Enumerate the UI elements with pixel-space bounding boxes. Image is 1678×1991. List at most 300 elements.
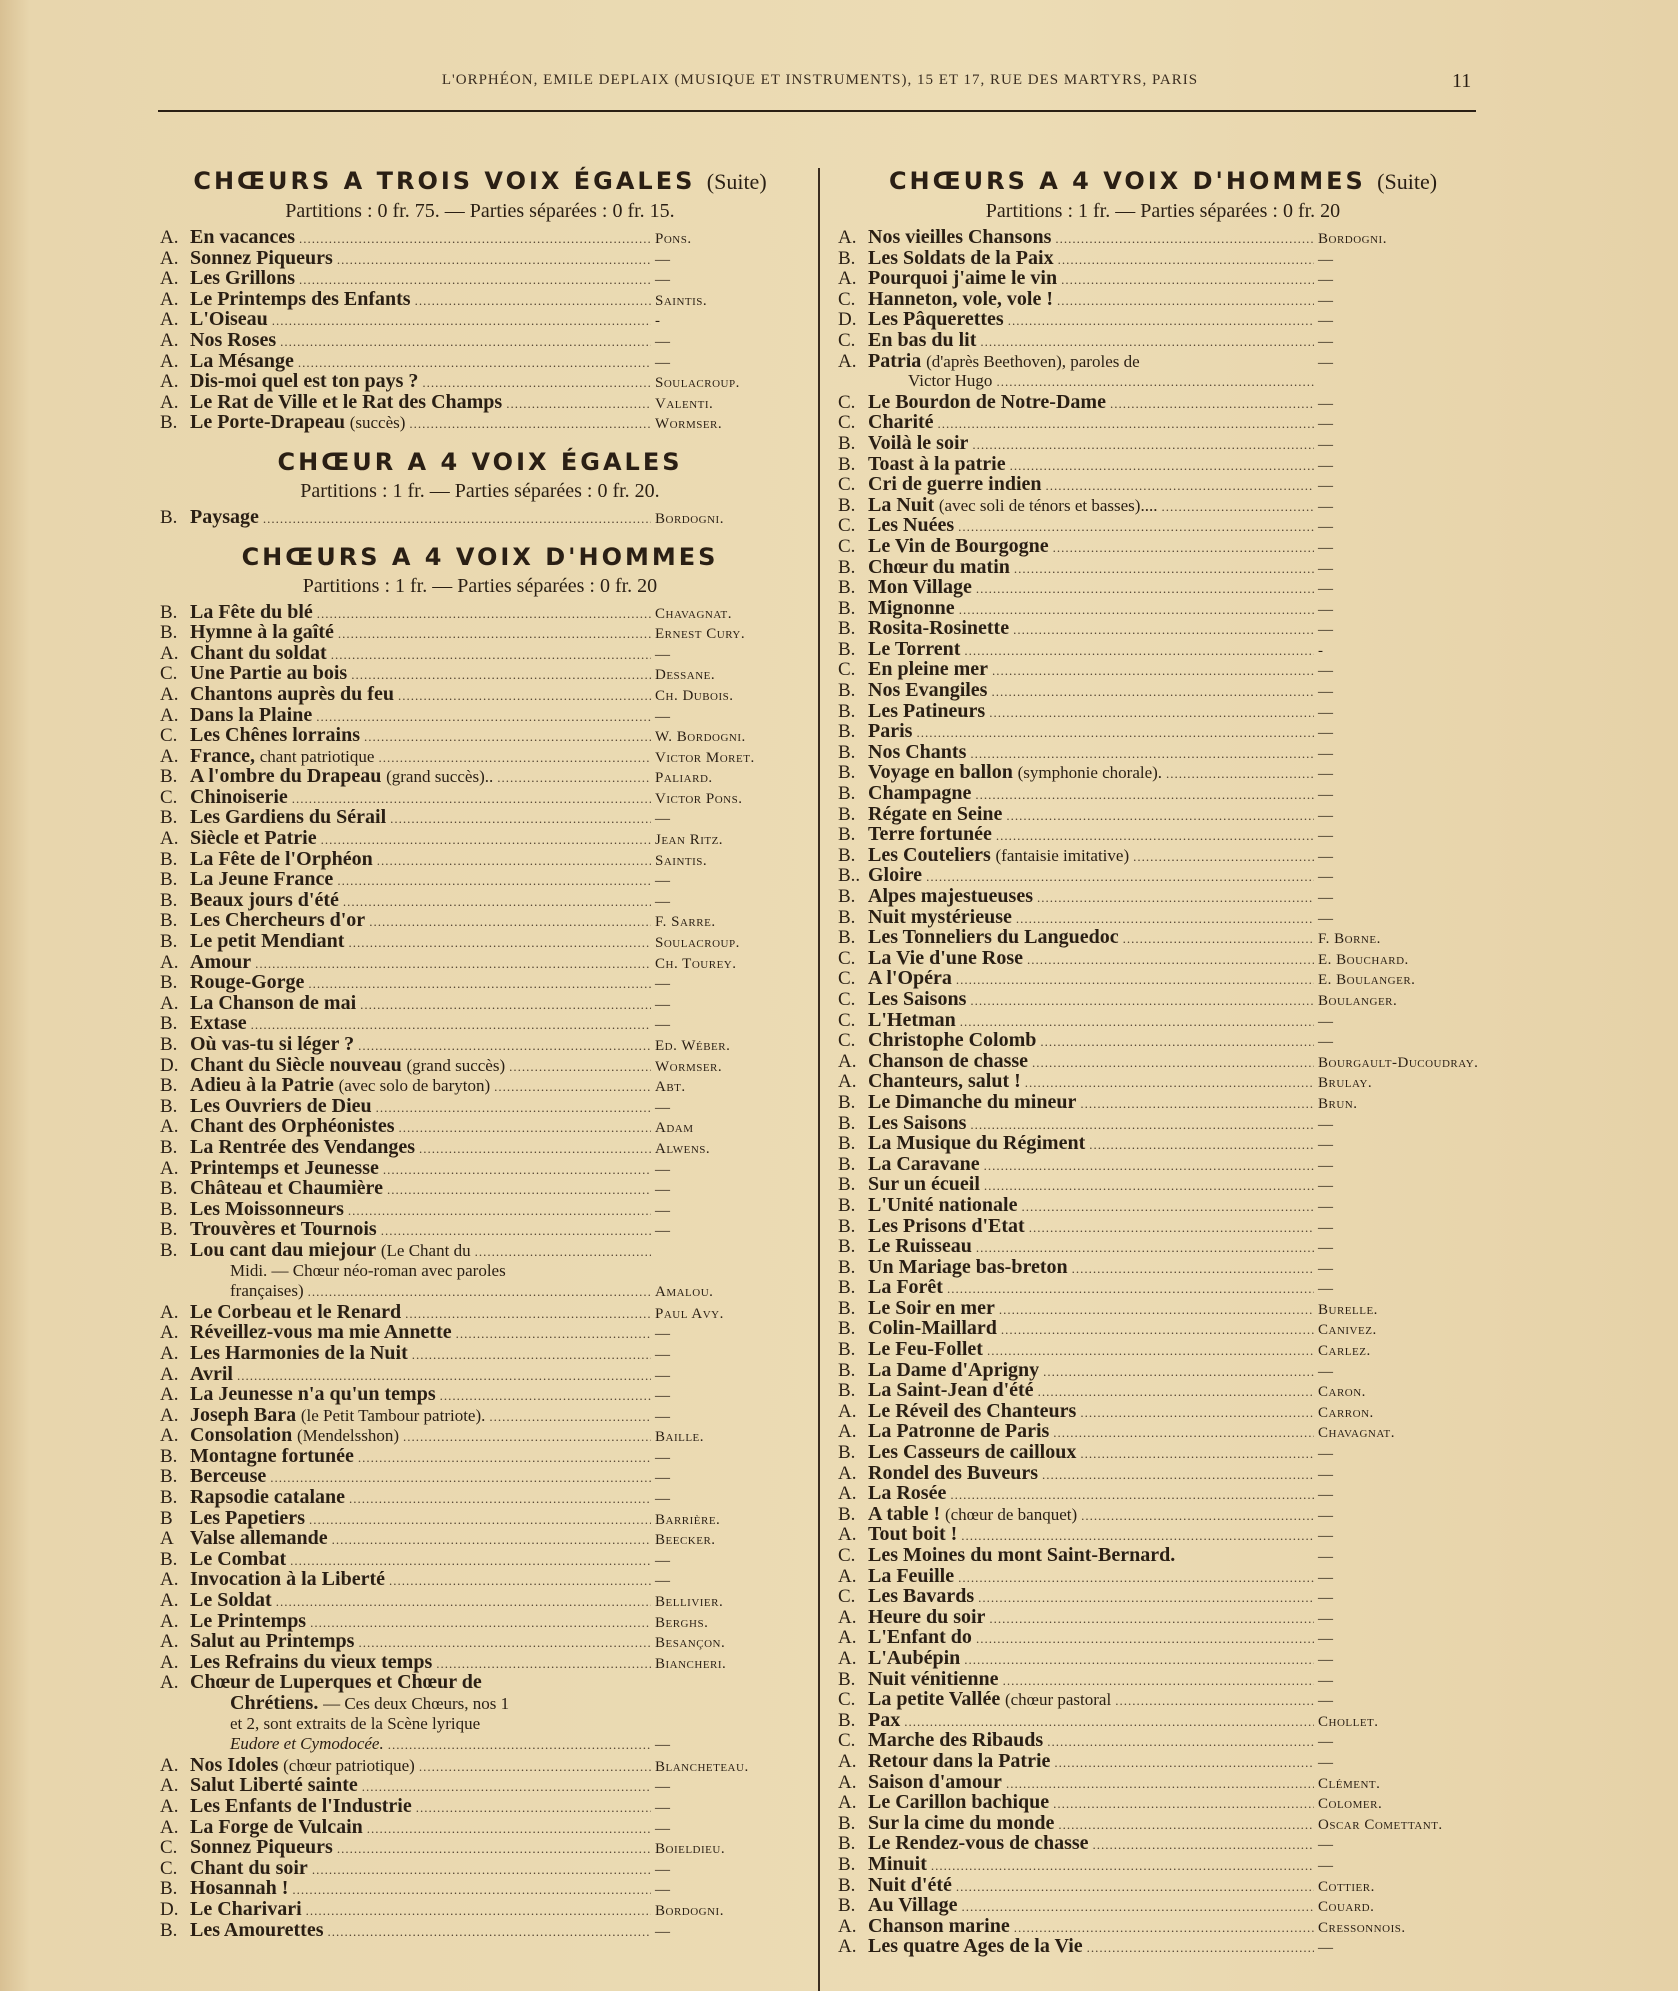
catalog-entry bbox=[838, 392, 1488, 413]
left-column bbox=[160, 160, 800, 1940]
entry-title-wrap bbox=[190, 1631, 354, 1653]
catalog-entry bbox=[160, 1611, 800, 1632]
entry-title: Les Soldats de la Paix bbox=[868, 246, 1054, 269]
dot-leader bbox=[337, 871, 651, 892]
entry-title: Les Chercheurs d'or bbox=[190, 909, 366, 932]
composer: Beecker. bbox=[655, 1532, 716, 1549]
entry-title-wrap bbox=[868, 1916, 1010, 1938]
entry-title-wrap bbox=[868, 721, 912, 743]
catalog-entry bbox=[160, 1343, 800, 1364]
catalog-entry bbox=[160, 1549, 800, 1570]
entry-title-wrap bbox=[190, 1034, 354, 1056]
entry-title-wrap bbox=[868, 659, 988, 681]
composer: — bbox=[655, 1388, 671, 1405]
section-prices: Partitions : 0 fr. 75. — Parties séparées : 0 fr. 15. bbox=[285, 200, 675, 222]
entry-title: Paris bbox=[868, 720, 913, 743]
entry-title: Chant du soldat bbox=[190, 641, 327, 664]
entry-title-wrap bbox=[190, 1672, 482, 1694]
dot-leader bbox=[989, 703, 1314, 724]
dot-leader bbox=[263, 509, 651, 530]
entry-title-wrap bbox=[190, 1590, 272, 1612]
composer: Pons. bbox=[655, 231, 692, 247]
entry-title-wrap bbox=[190, 1652, 432, 1674]
entry-title: Le Printemps des Enfants bbox=[190, 287, 411, 310]
composer: — bbox=[1318, 457, 1334, 474]
entry-title: Voilà le soir bbox=[868, 431, 969, 454]
composer: — bbox=[1318, 1281, 1334, 1298]
composer: — bbox=[1318, 1157, 1334, 1174]
composer: — bbox=[1318, 1034, 1334, 1051]
catalog-entry bbox=[838, 1875, 1488, 1896]
voice-grade: A. bbox=[838, 1606, 857, 1628]
voice-grade: A. bbox=[838, 1627, 857, 1649]
dot-leader bbox=[938, 414, 1314, 435]
dot-leader bbox=[1021, 1197, 1314, 1218]
dot-leader bbox=[970, 744, 1314, 765]
catalog-entry bbox=[160, 1322, 800, 1343]
entry-title: Le Dimanche du mineur bbox=[868, 1090, 1077, 1113]
entry-note: (chœur de banquet) bbox=[944, 1504, 1078, 1524]
voice-grade: B. bbox=[160, 1548, 178, 1570]
entry-title-wrap bbox=[190, 1466, 266, 1488]
voice-grade: B. bbox=[160, 807, 178, 829]
entry-title: La Caravane bbox=[868, 1152, 980, 1175]
dot-leader bbox=[343, 892, 651, 913]
composer: — bbox=[1318, 354, 1334, 371]
entry-title: Joseph Bara bbox=[190, 1403, 297, 1426]
entry-title: La Musique du Régiment bbox=[868, 1132, 1086, 1155]
catalog-entry bbox=[160, 1487, 800, 1508]
dot-leader bbox=[328, 1922, 652, 1943]
composer: — bbox=[1318, 1137, 1334, 1154]
voice-grade: A. bbox=[160, 1631, 179, 1653]
catalog-entry bbox=[160, 248, 800, 269]
voice-grade: A. bbox=[160, 268, 179, 290]
voice-grade: A. bbox=[838, 1050, 857, 1072]
entry-title-wrap bbox=[190, 1240, 471, 1262]
entry-title-wrap bbox=[868, 1730, 1043, 1752]
entry-title: Nos Roses bbox=[190, 328, 277, 351]
catalog-entry bbox=[838, 1092, 1488, 1113]
entry-title: Où vas-tu si léger ? bbox=[190, 1033, 355, 1055]
dot-leader bbox=[1010, 456, 1314, 477]
composer: Caron. bbox=[1318, 1384, 1366, 1401]
voice-grade: A bbox=[160, 1528, 174, 1550]
dot-leader bbox=[360, 995, 651, 1016]
composer: — bbox=[1318, 416, 1334, 433]
entry-title: Les Gardiens du Sérail bbox=[190, 806, 387, 829]
dot-leader bbox=[1110, 394, 1314, 415]
dot-leader bbox=[964, 641, 1314, 662]
entry-title: Les Pâquerettes bbox=[868, 308, 1004, 331]
catalog-entry bbox=[838, 1833, 1488, 1854]
voice-grade: A. bbox=[838, 1771, 857, 1793]
entry-title: Un Mariage bas-breton bbox=[868, 1255, 1068, 1278]
entry-title-wrap bbox=[190, 1281, 304, 1302]
entry-title: Chrétiens. bbox=[230, 1692, 319, 1714]
composer: Adam bbox=[655, 1120, 694, 1137]
dot-leader bbox=[299, 229, 651, 250]
voice-grade: A. bbox=[160, 1342, 179, 1364]
composer: Chavagnat. bbox=[655, 605, 733, 622]
composer: — bbox=[1318, 1198, 1334, 1215]
entry-title: La Jeunesse n'a qu'un temps bbox=[190, 1383, 436, 1406]
entry-title-wrap bbox=[868, 804, 1002, 826]
entry-title-wrap bbox=[868, 824, 992, 846]
entry-title-wrap bbox=[868, 577, 972, 599]
dot-leader bbox=[980, 332, 1314, 353]
dot-leader bbox=[389, 1571, 651, 1592]
dot-leader bbox=[1080, 1094, 1314, 1115]
voice-grade: B. bbox=[838, 1812, 856, 1834]
composer: — bbox=[1318, 1940, 1334, 1957]
catalog-entry bbox=[838, 1607, 1488, 1628]
dot-leader bbox=[984, 1176, 1314, 1197]
entry-note: Victor Hugo bbox=[908, 371, 993, 391]
dot-leader bbox=[388, 1735, 651, 1756]
catalog-entry bbox=[838, 618, 1488, 639]
catalog-entry bbox=[160, 869, 800, 890]
dot-leader bbox=[1053, 538, 1314, 559]
dot-leader bbox=[999, 1300, 1314, 1321]
composer: — bbox=[655, 1552, 671, 1569]
catalog-entry bbox=[160, 1672, 800, 1693]
entry-title: La petite Vallée bbox=[868, 1688, 1001, 1711]
voice-grade: B. bbox=[838, 556, 856, 578]
catalog-entry bbox=[838, 1113, 1488, 1134]
entry-title: Chanson marine bbox=[868, 1914, 1010, 1937]
catalog-entry bbox=[838, 1051, 1488, 1072]
composer: — bbox=[655, 996, 671, 1013]
entry-title: La Saint-Jean d'été bbox=[868, 1379, 1034, 1402]
dot-leader bbox=[1001, 1320, 1314, 1341]
voice-grade: B. bbox=[838, 1853, 856, 1875]
entry-title-wrap bbox=[190, 1075, 490, 1097]
voice-grade: D. bbox=[838, 309, 857, 331]
entry-title-wrap bbox=[190, 1817, 363, 1839]
entry-title-wrap bbox=[190, 1775, 358, 1797]
voice-grade: B. bbox=[838, 1215, 856, 1237]
catalog-entry bbox=[838, 248, 1488, 269]
composer: — bbox=[655, 1799, 671, 1816]
entry-title-wrap bbox=[190, 663, 347, 685]
entry-continuation: Midi. — Chœur néo-roman avec paroles bbox=[230, 1260, 506, 1280]
voice-grade: A. bbox=[838, 1647, 857, 1669]
dot-leader bbox=[381, 1221, 651, 1242]
voice-grade: A. bbox=[160, 1384, 179, 1406]
voice-grade: B. bbox=[838, 1091, 856, 1113]
composer: — bbox=[655, 354, 671, 371]
dot-leader bbox=[1053, 1794, 1314, 1815]
composer: — bbox=[655, 1099, 671, 1116]
dot-leader bbox=[1055, 229, 1314, 250]
entry-title-wrap bbox=[190, 1796, 412, 1818]
composer: — bbox=[1318, 1754, 1334, 1771]
entry-title: Nos vieilles Chansons bbox=[868, 226, 1052, 248]
entry-note: françaises) bbox=[230, 1281, 304, 1301]
composer: — bbox=[655, 1923, 671, 1940]
entry-title-wrap bbox=[190, 828, 317, 850]
entry-title-wrap bbox=[868, 392, 1106, 414]
entry-title-wrap bbox=[868, 886, 1033, 908]
entry-title-wrap bbox=[190, 1137, 415, 1159]
entry-title-wrap bbox=[190, 351, 294, 373]
entry-title: Hosannah ! bbox=[190, 1877, 289, 1900]
composer: Brun. bbox=[1318, 1095, 1358, 1112]
entry-title-wrap bbox=[190, 725, 360, 747]
voice-grade: A. bbox=[160, 992, 179, 1014]
catalog-entry bbox=[838, 1792, 1488, 1813]
catalog-entry bbox=[838, 762, 1488, 783]
catalog-entry bbox=[160, 1364, 800, 1385]
voice-grade: C. bbox=[838, 474, 856, 496]
catalog-entry bbox=[838, 927, 1488, 948]
catalog-entry bbox=[838, 433, 1488, 454]
entry-note: et 2, sont extraits de la Scène lyrique bbox=[230, 1713, 481, 1733]
composer: — bbox=[1318, 1178, 1334, 1195]
entry-title: Les Couteliers bbox=[868, 843, 991, 866]
entry-title: Chant des Orphéonistes bbox=[190, 1115, 395, 1138]
voice-grade: B. bbox=[838, 844, 856, 866]
dot-leader bbox=[310, 1613, 651, 1634]
entry-title-wrap bbox=[868, 1195, 1017, 1217]
voice-grade: A. bbox=[838, 1792, 857, 1814]
dot-leader bbox=[337, 250, 651, 271]
entry-title: En vacances bbox=[190, 226, 295, 248]
dot-leader bbox=[1054, 1753, 1314, 1774]
catalog-entry bbox=[838, 824, 1488, 845]
composer: Abt. bbox=[655, 1079, 686, 1096]
catalog-entry bbox=[838, 1174, 1488, 1195]
catalog-entry bbox=[838, 1627, 1488, 1648]
catalog-entry bbox=[838, 371, 1488, 392]
entry-title-wrap bbox=[868, 1360, 1039, 1382]
entry-title: Le Torrent bbox=[868, 637, 961, 660]
composer: — bbox=[1318, 1651, 1334, 1668]
voice-grade: D. bbox=[160, 1054, 179, 1076]
section-prices: Partitions : 1 fr. — Parties séparées : 0 fr. 20 bbox=[985, 200, 1341, 222]
entry-title-wrap bbox=[190, 910, 365, 932]
composer: — bbox=[1318, 1507, 1334, 1524]
voice-grade: B. bbox=[838, 1380, 856, 1402]
composer: Victor Moret. bbox=[655, 749, 755, 766]
composer: — bbox=[1318, 1219, 1334, 1236]
section-prices: Partitions : 1 fr. — Parties séparées : 0 fr. 20. bbox=[300, 479, 660, 502]
dot-leader bbox=[1046, 476, 1314, 497]
voice-grade: C. bbox=[160, 1857, 178, 1879]
voice-grade: A. bbox=[160, 1816, 179, 1838]
dot-leader bbox=[316, 707, 651, 728]
dot-leader bbox=[978, 1588, 1314, 1609]
entry-title-wrap bbox=[868, 1216, 1025, 1238]
entry-title: Mon Village bbox=[868, 576, 972, 599]
composer: — bbox=[1318, 560, 1334, 577]
entry-title-wrap bbox=[190, 412, 405, 434]
catalog-entry bbox=[160, 1405, 800, 1426]
entry-title-wrap bbox=[190, 1446, 354, 1468]
entry-title: Siècle et Patrie bbox=[190, 827, 317, 850]
composer: — bbox=[1318, 601, 1334, 618]
composer: Paliard. bbox=[655, 770, 713, 787]
catalog-entry bbox=[160, 227, 800, 248]
entry-title: La Mésange bbox=[190, 349, 294, 372]
composer: — bbox=[655, 873, 671, 890]
composer: Saintis. bbox=[655, 292, 708, 309]
voice-grade: A. bbox=[160, 288, 179, 310]
dot-leader bbox=[947, 1279, 1314, 1300]
catalog-entry bbox=[160, 268, 800, 289]
voice-grade: B. bbox=[838, 577, 856, 599]
entry-title: Les Bavards bbox=[868, 1585, 975, 1608]
entry-title-wrap bbox=[868, 1030, 1036, 1052]
catalog-entry bbox=[160, 1116, 800, 1137]
catalog-entry bbox=[160, 1055, 800, 1076]
composer: Alwens. bbox=[655, 1140, 711, 1157]
composer: — bbox=[1318, 1590, 1334, 1607]
catalog-entry bbox=[838, 968, 1488, 989]
dot-leader bbox=[383, 1160, 651, 1181]
entry-title-wrap bbox=[868, 968, 952, 990]
entry-title: Nos Idoles bbox=[190, 1753, 279, 1776]
catalog-entry bbox=[838, 598, 1488, 619]
catalog-entry bbox=[838, 989, 1488, 1010]
composer: Clément. bbox=[1318, 1775, 1381, 1792]
voice-grade: A. bbox=[160, 1754, 179, 1776]
voice-grade: B. bbox=[838, 927, 856, 949]
entry-title: Les Refrains du vieux temps bbox=[190, 1650, 433, 1673]
entry-title-wrap bbox=[868, 1545, 1175, 1567]
voice-grade: B. bbox=[838, 762, 856, 784]
dot-leader bbox=[1115, 1691, 1314, 1712]
entry-title: Christophe Colomb bbox=[868, 1029, 1037, 1052]
voice-grade: A. bbox=[838, 1524, 857, 1546]
voice-grade: A. bbox=[838, 1750, 857, 1772]
voice-grade: B. bbox=[160, 1919, 178, 1941]
entry-title: La Dame d'Aprigny bbox=[868, 1358, 1040, 1381]
composer: Paul Avy. bbox=[655, 1305, 724, 1322]
dot-leader bbox=[309, 1510, 651, 1531]
section-title-suffix: (Suite) bbox=[1377, 169, 1438, 194]
dot-leader bbox=[972, 435, 1314, 456]
composer: — bbox=[1318, 1631, 1334, 1648]
entry-title-wrap bbox=[868, 1813, 1054, 1835]
voice-grade: B. bbox=[160, 1239, 178, 1261]
catalog-entry bbox=[160, 1466, 800, 1487]
dot-leader bbox=[349, 1489, 651, 1510]
entry-title-wrap bbox=[868, 1318, 997, 1340]
voice-grade: A. bbox=[160, 247, 179, 269]
dot-leader bbox=[312, 1860, 651, 1881]
composer: — bbox=[1318, 663, 1334, 680]
catalog-entry bbox=[160, 972, 800, 993]
composer: Dessane. bbox=[655, 667, 716, 684]
entry-title-wrap bbox=[868, 1133, 1085, 1155]
composer: — bbox=[1318, 1363, 1334, 1380]
entry-title-wrap bbox=[868, 248, 1054, 270]
catalog-entry bbox=[838, 1010, 1488, 1031]
entry-title-wrap bbox=[868, 618, 1009, 640]
entry-title-wrap bbox=[868, 1236, 972, 1258]
entry-title: Le Rendez-vous de chasse bbox=[868, 1832, 1089, 1855]
entry-title: Chanteurs, salut ! bbox=[868, 1070, 1021, 1093]
composer: Soulacroup. bbox=[655, 935, 740, 952]
catalog-entry bbox=[838, 351, 1488, 372]
entry-note: (Le Chant du bbox=[380, 1240, 471, 1260]
dot-leader bbox=[1003, 1671, 1314, 1692]
dot-leader bbox=[506, 394, 651, 415]
catalog-entry bbox=[838, 557, 1488, 578]
catalog-entry bbox=[838, 1257, 1488, 1278]
entry-title: Le Vin de Bourgogne bbox=[868, 534, 1049, 557]
entry-title-wrap bbox=[190, 371, 418, 393]
dot-leader bbox=[403, 1427, 651, 1448]
catalog-entry bbox=[160, 1899, 800, 1920]
catalog-entry bbox=[160, 1384, 800, 1405]
entry-title: L'Enfant do bbox=[868, 1626, 972, 1649]
dot-leader bbox=[956, 970, 1314, 991]
voice-grade: B. bbox=[838, 1194, 856, 1216]
catalog-entry bbox=[838, 309, 1488, 330]
catalog-entry bbox=[160, 1425, 800, 1446]
voice-grade: B. bbox=[838, 1895, 856, 1917]
voice-grade: B. bbox=[838, 1153, 856, 1175]
entry-title-wrap bbox=[190, 1364, 233, 1386]
entry-title: Chant du Siècle nouveau bbox=[190, 1053, 402, 1076]
voice-grade: B. bbox=[838, 700, 856, 722]
composer: F. Borne. bbox=[1318, 931, 1381, 948]
composer: Bordogni. bbox=[655, 1902, 724, 1919]
column-divider bbox=[818, 168, 820, 1991]
entry-title-wrap bbox=[190, 1714, 480, 1735]
catalog-entry bbox=[160, 1817, 800, 1838]
entry-title-wrap bbox=[868, 309, 1004, 331]
catalog-entry bbox=[838, 721, 1488, 742]
voice-grade: B. bbox=[838, 1359, 856, 1381]
composer: Amalou. bbox=[655, 1284, 714, 1301]
entry-title: Le Réveil des Chanteurs bbox=[868, 1399, 1077, 1422]
dot-leader bbox=[984, 1156, 1314, 1177]
voice-grade: A. bbox=[838, 1565, 857, 1587]
dot-leader bbox=[1057, 291, 1314, 312]
catalog-entry bbox=[160, 931, 800, 952]
right-column bbox=[838, 160, 1488, 1957]
entry-title-wrap bbox=[868, 1339, 983, 1361]
voice-grade: B. bbox=[838, 1318, 856, 1340]
composer: Valenti. bbox=[655, 395, 714, 412]
entry-title-wrap bbox=[190, 643, 327, 665]
entry-note: (grand succès).. bbox=[386, 767, 494, 787]
dot-leader bbox=[509, 1057, 651, 1078]
entry-title: Les Grillons bbox=[190, 267, 296, 290]
voice-grade: C. bbox=[160, 786, 178, 808]
voice-grade: A. bbox=[160, 704, 179, 726]
catalog-entry bbox=[838, 742, 1488, 763]
catalog-entry bbox=[160, 1796, 800, 1817]
composer: Baille. bbox=[655, 1429, 705, 1446]
catalog-entry bbox=[838, 1463, 1488, 1484]
composer: — bbox=[1318, 1672, 1334, 1689]
entry-title-wrap bbox=[190, 1508, 305, 1530]
entry-title: Sur un écueil bbox=[868, 1173, 980, 1196]
dot-leader bbox=[398, 1118, 651, 1139]
entry-title: Les Nuées bbox=[868, 514, 955, 537]
catalog-entry bbox=[838, 1380, 1488, 1401]
voice-grade: B. bbox=[838, 453, 856, 475]
entry-title: Le Feu-Follet bbox=[868, 1338, 983, 1361]
voice-grade: C. bbox=[838, 1545, 856, 1566]
entry-title: La Forêt bbox=[868, 1276, 943, 1299]
entry-title: Consolation bbox=[190, 1424, 293, 1447]
